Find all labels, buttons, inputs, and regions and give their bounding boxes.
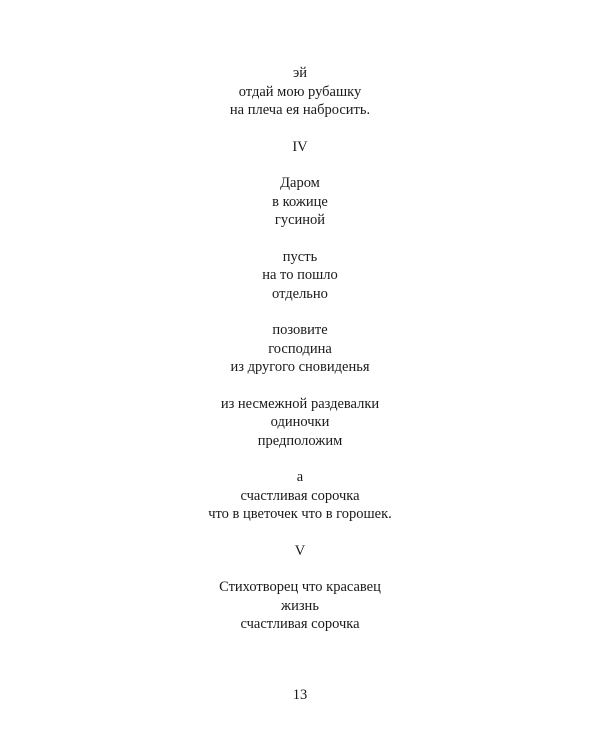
poem-line: предположим — [257, 432, 343, 449]
poem-line: а — [296, 469, 304, 485]
poem-line: на плеча ея набросить. — [229, 102, 371, 118]
poem-line: эй — [293, 65, 307, 81]
stanza — [0, 321, 600, 377]
page-number: 13 — [292, 687, 308, 703]
poem-line: что в цветочек что в горошек. — [208, 506, 392, 522]
poem-line: на то пошло — [262, 267, 338, 283]
section-number: V — [294, 542, 306, 559]
stanza — [0, 248, 600, 304]
poem-line: господина — [268, 340, 332, 357]
poem-line: одиночки — [270, 414, 330, 430]
section-number: IV — [292, 138, 308, 155]
poem-line: жизнь — [281, 597, 319, 614]
poem-line: гусиной — [274, 212, 326, 228]
poem-line: пусть — [282, 248, 318, 265]
stanza — [0, 174, 600, 230]
poem-line: счастливая сорочка — [240, 616, 360, 632]
poem-line: из несмежной раздевалки — [220, 395, 380, 412]
poem-line: позовите — [272, 322, 328, 338]
stanza — [0, 578, 600, 634]
stanza — [0, 395, 600, 451]
poem-line: из другого сновиденья — [230, 359, 370, 375]
stanza — [0, 64, 600, 120]
poem-line: в кожице — [272, 193, 328, 210]
poem-line: отдай мою рубашку — [238, 83, 362, 100]
poem-line: отдельно — [272, 285, 328, 302]
poem-line: Стихотворец что красавец — [219, 579, 381, 595]
stanza — [0, 468, 600, 524]
poem-line: Даром — [280, 175, 320, 191]
poem-body — [0, 64, 600, 652]
poem-line: счастливая сорочка — [240, 487, 360, 504]
